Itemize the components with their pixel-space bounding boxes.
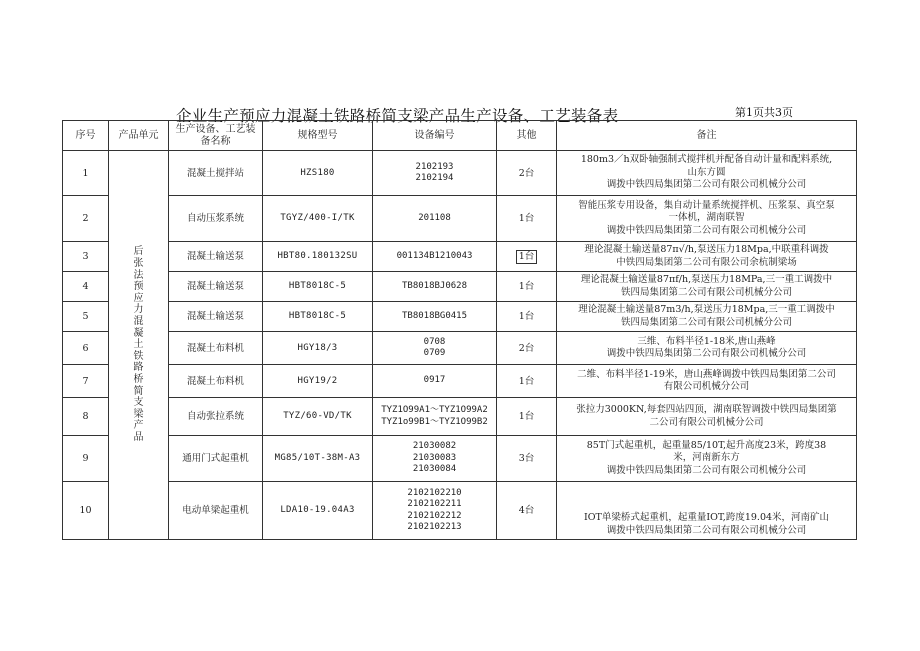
equipment-name: 自动张拉系统 <box>169 398 263 436</box>
equipment-code <box>373 196 497 242</box>
spec-model: MG85/10T-38M-A3 <box>263 436 373 482</box>
equipment-code-line: 21030084 <box>412 464 457 475</box>
remark-line: 理论混凝土输送量87m3/h,泵送压力18Mpa,三一重工调拨中 <box>578 304 835 315</box>
document-title: 企业生产预应力混凝土铁路桥简支梁产品生产设备、工艺装备表 <box>176 107 619 125</box>
quantity: 2台 <box>497 151 557 196</box>
remark-line: 二维、布料半径1-19米，唐山燕峰调拨中铁四局集团第二公司 <box>577 368 836 380</box>
remark <box>557 365 857 398</box>
spec-model: HBT8018C-5 <box>263 302 373 332</box>
equipment-code-line: TB8018BJ0628 <box>401 280 468 291</box>
remark-line: 智能压浆专用设备，集自动计量系统搅拌机、压浆泵、真空泵 <box>578 199 835 211</box>
equipment-code <box>373 332 497 365</box>
remark <box>557 482 857 540</box>
equipment-table <box>62 120 857 540</box>
table-row <box>63 365 857 398</box>
remark <box>557 242 857 272</box>
spec-model: TGYZ/400-I/TK <box>263 196 373 242</box>
header-remark: 备注 <box>557 121 857 151</box>
equipment-name: 通用门式起重机 <box>169 436 263 482</box>
equipment-code-line: 2102102212 <box>407 510 462 521</box>
quantity-boxed: 1台 <box>516 250 538 264</box>
table-row <box>63 151 857 196</box>
header-other: 其他 <box>497 121 557 151</box>
remark-line: 180m3／h双卧轴强制式搅拌机并配备自动计量和配料系统, <box>580 154 833 166</box>
equipment-code-line: 2102193 <box>415 161 454 172</box>
product-unit-cell <box>109 151 169 540</box>
row-number: 2 <box>63 196 109 242</box>
spec-model: TYZ/60-VD/TK <box>263 398 373 436</box>
table-header-row <box>63 121 857 151</box>
remark-line: 调拨中铁四局集团第二公司有限公司机械分公司 <box>606 348 807 359</box>
header-spec: 规格型号 <box>263 121 373 151</box>
page-number: 第1页共3页 <box>735 106 793 119</box>
remark-line: 理论混凝土输送量87πf/h,泵送压力18MPa,三一重工调拨中 <box>580 274 833 285</box>
remark <box>557 436 857 482</box>
equipment-code-line: TYZ1o99B1～TYZ1O99B2 <box>381 416 488 427</box>
quantity: 2台 <box>497 332 557 365</box>
row-number: 9 <box>63 436 109 482</box>
remark-line: 有限公司机械分公司 <box>663 381 750 392</box>
equipment-code-line: 0709 <box>423 348 446 358</box>
header-equipment-line2: 备名称 <box>200 135 231 147</box>
remark-line: 山东方圆 <box>687 166 726 178</box>
remark-line: 调拨中铁四局集团第二公司有限公司机械分公司 <box>606 179 807 191</box>
remark-line: 铁四局集团第二公司有限公司机械分公司 <box>620 316 792 328</box>
remark-line: 三维、布料半径1-18米,唐山燕峰 <box>637 335 776 347</box>
spec-model: HGY18/3 <box>263 332 373 365</box>
equipment-code-line: 2102102210 <box>407 487 462 498</box>
header-unit: 产品单元 <box>109 121 169 151</box>
remark-line: 一体机，湖南联智 <box>668 212 745 224</box>
spec-model: HZS180 <box>263 151 373 196</box>
quantity: 4台 <box>497 482 557 540</box>
row-number: 10 <box>63 482 109 540</box>
table-body <box>63 151 857 540</box>
remark <box>557 272 857 302</box>
equipment-code-line: 2102102213 <box>407 522 462 532</box>
header-no: 序号 <box>63 121 109 151</box>
quantity: 3台 <box>497 436 557 482</box>
table-row <box>63 196 857 242</box>
header-equipment-line1: 生产设备、工艺装 <box>175 123 256 135</box>
equipment-code <box>373 398 497 436</box>
table-row <box>63 272 857 302</box>
equipment-code <box>373 436 497 482</box>
row-number: 5 <box>63 302 109 332</box>
equipment-code-line: 2102194 <box>415 173 454 183</box>
remark-line: 张拉力3000KN,每套四站四顶，湖南联智调拨中铁四局集团第 <box>576 404 837 415</box>
table-row <box>63 436 857 482</box>
remark <box>557 302 857 332</box>
table-row <box>63 332 857 365</box>
quantity: 1台 <box>497 196 557 242</box>
equipment-code-line: 201108 <box>418 212 451 223</box>
row-number: 3 <box>63 242 109 272</box>
equipment-code-line: 21030082 <box>412 441 457 452</box>
equipment-code <box>373 365 497 398</box>
equipment-code-line: TYZ1O99A1～TYZ1O99A2 <box>381 405 488 415</box>
table-row <box>63 398 857 436</box>
quantity: 1台 <box>497 365 557 398</box>
row-number: 4 <box>63 272 109 302</box>
equipment-code-line: 0708 <box>423 336 446 347</box>
equipment-code <box>373 242 497 272</box>
remark-line: 调拨中铁四局集团第二公司有限公司机械分公司 <box>606 524 807 536</box>
remark-line: 调拨中铁四局集团第二公司有限公司机械分公司 <box>606 224 807 236</box>
remark-line: 理论混凝土输送量87π√/h,泵送压力18Mpa,中联重科调拨 <box>584 244 829 255</box>
table-row <box>63 242 857 272</box>
equipment-name: 混凝土输送泵 <box>169 272 263 302</box>
equipment-code <box>373 482 497 540</box>
equipment-code-line: 21030083 <box>412 452 457 463</box>
remark-line: 中铁四局集团第二公司有限公司余杭制梁场 <box>616 256 797 268</box>
remark-line: IOT单梁桥式起重机，起重量IOT,跨度19.04米，河南矿山 <box>583 512 830 523</box>
spec-model: LDA10-19.04A3 <box>263 482 373 540</box>
remark <box>557 196 857 242</box>
equipment-name: 混凝土布料机 <box>169 332 263 365</box>
remark-line: 85T门式起重机，起重量85/10T,起升高度23米，跨度38 <box>586 439 827 451</box>
quantity <box>497 242 557 272</box>
equipment-name: 电动单梁起重机 <box>169 482 263 540</box>
header-equipment <box>169 121 263 151</box>
equipment-code <box>373 302 497 332</box>
equipment-code <box>373 151 497 196</box>
table-row <box>63 302 857 332</box>
equipment-code <box>373 272 497 302</box>
remark <box>557 332 857 365</box>
row-number: 1 <box>63 151 109 196</box>
remark <box>557 151 857 196</box>
row-number: 6 <box>63 332 109 365</box>
row-number: 7 <box>63 365 109 398</box>
equipment-code-line: 0917 <box>423 375 446 386</box>
product-unit-label: 后 张 法 预 应 力 混 凝 土 铁 路 桥 简 支 梁 产 品 <box>133 246 144 443</box>
equipment-code-line: 2102102211 <box>407 499 462 509</box>
equipment-name: 混凝土输送泵 <box>169 242 263 272</box>
remark-line: 二公司有限公司机械分公司 <box>649 416 764 428</box>
equipment-name: 混凝土搅拌站 <box>169 151 263 196</box>
equipment-name: 混凝土布料机 <box>169 365 263 398</box>
remark-line: 调拨中铁四局集团第二公司有限公司机械分公司 <box>606 464 807 476</box>
equipment-name: 混凝土输送泵 <box>169 302 263 332</box>
spec-model: HGY19/2 <box>263 365 373 398</box>
equipment-name: 自动压浆系统 <box>169 196 263 242</box>
spec-model: HBT80.180132SU <box>263 242 373 272</box>
remark-line: 米，河南新东方 <box>673 452 740 464</box>
quantity: 1台 <box>497 272 557 302</box>
equipment-code-line: TB8018BG0415 <box>401 310 468 321</box>
equipment-code-line: 001134B1210043 <box>396 250 473 261</box>
spec-model: HBT8018C-5 <box>263 272 373 302</box>
header-code: 设备编号 <box>373 121 497 151</box>
row-number: 8 <box>63 398 109 436</box>
remark <box>557 398 857 436</box>
table-row <box>63 482 857 540</box>
quantity: 1台 <box>497 398 557 436</box>
remark-line: 铁四局集团第二公司有限公司机械分公司 <box>620 286 792 298</box>
quantity: 1台 <box>497 302 557 332</box>
